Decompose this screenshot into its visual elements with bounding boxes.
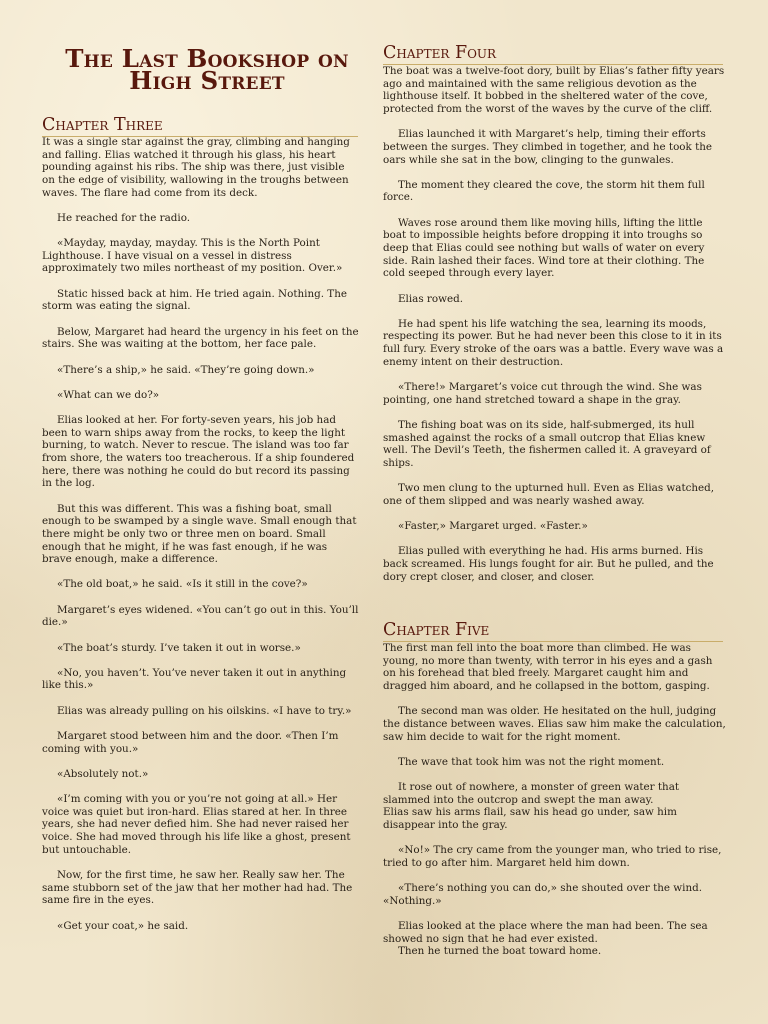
paragraph: Elias saw his arms flail, saw his head go under, saw him disappear into the gray. [383,806,677,831]
paragraph: Elias looked at her. For forty-seven years, his job had been to warn ships away from the rocks, to keep the light burning, to watch. Never to rescue. The island was too far from shore, the waters too treacherous. If a ship foundered here, there was nothing he could do but record its passing in the log. [42,414,355,490]
paragraph: Elias was already pulling on his oilskins. «I have to try.» [57,704,352,717]
paragraph: The fishing boat was on its side, half-submerged, its hull smashed against the rocks of a small outcrop that Elias knew well. The Devil’s Teeth, the fishermen called it. A graveyard of ships. [383,418,711,469]
paragraph: It rose out of nowhere, a monster of green water that slammed into the outcrop and swept the man away. [383,781,680,806]
paragraph: «No, you haven’t. You’ve never taken it out in anything like this.» [42,666,347,692]
paragraph: Elias launched it with Margaret’s help, timing their efforts between the surges. They climbed in together, and he took the oars while she sat in the bow, clinging to the gunwales. [383,128,713,166]
paragraph: Two men clung to the upturned hull. Even as Elias watched, one of them slipped and was nearly washed away. [383,482,715,507]
paragraph: «There!» Margaret’s voice cut through the wind. She was pointing, one hand stretched toward a shape in the gray. [383,381,702,406]
document-title-line-1: The Last Bookshop on [65,44,349,73]
paragraph: Elias pulled with everything he had. His arms burned. His back screamed. His lungs fought for air. But he pulled, and the dory crept closer, and closer, and closer. [383,545,714,583]
paragraph: «The old boat,» he said. «Is it still in the cove?» [57,578,308,591]
paragraph: «Mayday, mayday, mayday. This is the North Point Lighthouse. I have visual on a vessel in distress approximately two miles northeast of my position. Over.» [42,237,343,275]
paragraph: He had spent his life watching the sea, learning its moods, respecting its power. But he had never been this close to it in its full fury. Every stroke of the oars was a battle. Every wave was a enemy intent on their destruction. [383,317,724,368]
paragraph: Waves rose around them like moving hills, lifting the little boat to impossible heights before dropping it into troughs so deep that Elias could see nothing but walls of water on every side. Rain lashed their faces. Wind tore at their clothing. The cold seeped through every layer. [383,216,705,280]
paragraph: Elias rowed. [398,292,463,305]
paragraph: The moment they cleared the cove, the storm hit them full force. [383,178,705,204]
paragraph: The first man fell into the boat more than climbed. He was young, no more than twenty, with terror in his eyes and a gash on his forehead that bled freely. Margaret caught him and dragged him aboard, and he collapsed in the bottom, gasping. [383,642,713,692]
document-title [42,44,372,95]
paragraph: Static hissed back at him. He tried again. Nothing. The storm was eating the signal. [42,287,347,313]
chapter-four-body [383,65,726,596]
paragraph: Now, for the first time, he saw her. Really saw her. The same stubborn set of the jaw that her mother had had. The same fire in the eyes. [42,869,353,907]
paragraph: «No!» The cry came from the younger man, who tried to rise, tried to go after him. Margaret held him down. [383,844,722,869]
chapter-three-heading: Chapter Three [42,115,358,137]
paragraph: The boat was a twelve-foot dory, built by Elias’s father fifty years ago and maintained with the same religious devotion as the lighthouse itself. It bobbed in the sheltered water of the cove, protected from the worst of the waves by the curve of the cliff. [383,65,725,115]
paragraph: «Get your coat,» he said. [57,919,189,932]
paragraph: Margaret stood between him and the door. «Then I’m coming with you.» [42,729,339,755]
paragraph: «There’s a ship,» he said. «They’re going down.» [57,363,315,376]
document-title-line-2: High Street [129,66,285,95]
paragraph: Then he turned the boat toward home. [398,945,602,958]
paragraph: He reached for the radio. [57,211,191,224]
paragraph: «I’m coming with you or you’re not going at all.» Her voice was quiet but iron-hard. Elias stared at her. In three years, she had never defied him. She had never raised her voice. She had moved through his life like a ghost, present but untouchable. [42,793,351,856]
paragraph: Margaret’s eyes widened. «You can’t go out in this. You’ll die.» [42,603,359,629]
paragraph: Elias looked at the place where the man had been. The sea showed no sign that he had ever existed. [383,920,708,945]
paragraph: «Faster,» Margaret urged. «Faster.» [398,520,588,533]
paragraph: Below, Margaret had heard the urgency in his feet on the stairs. She was waiting at the bottom, her face pale. [42,325,359,351]
paragraph: But this was different. This was a fishing boat, small enough to be swamped by a single wave. Small enough that there might be only two or three men on board. Small enough that he might, if he was fast enough, if he was brave enough, make a difference. [42,502,357,566]
paragraph: «Absolutely not.» [57,767,149,780]
paragraph: «There’s nothing you can do,» she shouted over the wind. «Nothing.» [383,882,703,907]
paragraph: The second man was older. He hesitated on the hull, judging the distance between waves. Elias saw him make the calculation, saw him decide to wait for the right moment. [383,705,726,743]
chapter-four-heading: Chapter Four [383,43,723,65]
chapter-three-body [42,136,360,945]
paragraph: «What can we do?» [57,388,160,401]
paragraph: «The boat’s sturdy. I’ve taken it out in worse.» [57,641,301,654]
chapter-five-heading: Chapter Five [383,620,723,642]
paragraph: The wave that took him was not the right moment. [398,755,665,768]
chapter-five-body [383,642,726,958]
paragraph: It was a single star against the gray, climbing and hanging and falling. Elias watched it through his glass, his heart pounding against his ribs. The ship was there, just visible on the edge of visibility, wallowing in the troughs between waves. The flare had come from its deck. [42,136,350,199]
